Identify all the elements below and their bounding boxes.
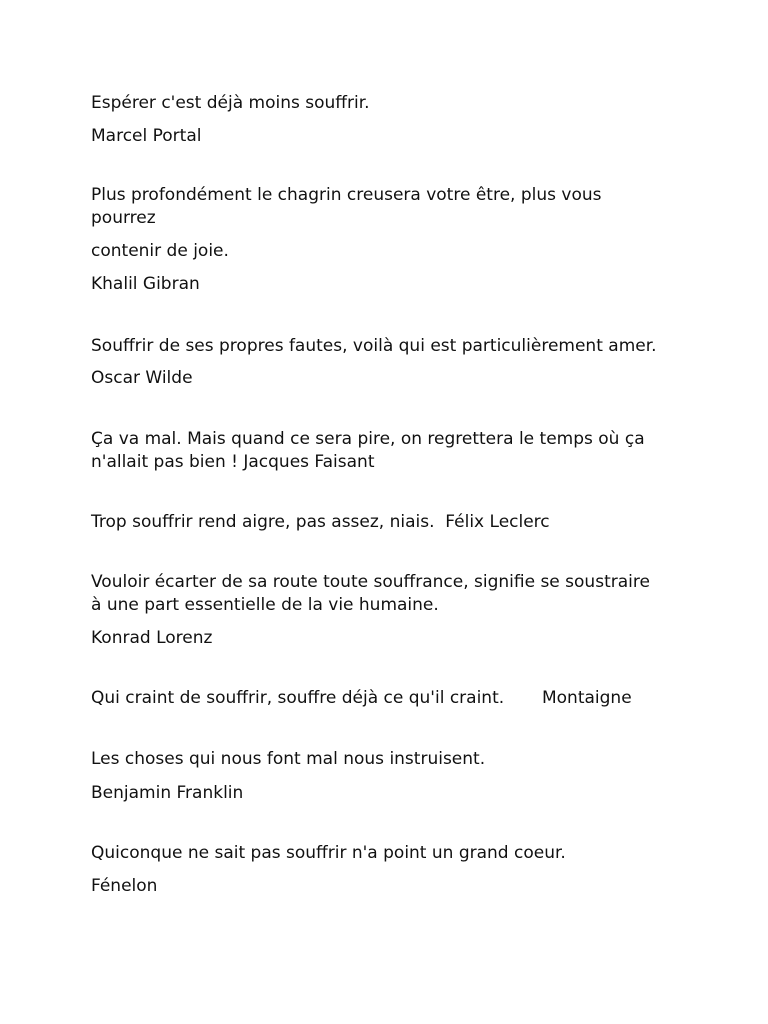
quote-text: Vouloir écarter de sa route toute souffrance, signifie se soustraire <box>91 572 650 592</box>
quote-author: Fénelon <box>91 876 158 896</box>
quote-text: pourrez <box>91 208 156 228</box>
quote-author: Benjamin Franklin <box>91 783 244 803</box>
quote-text: Plus profondément le chagrin creusera votre être, plus vous <box>91 185 602 205</box>
quote-text: Trop souffrir rend aigre, pas assez, niais. Félix Leclerc <box>91 512 550 532</box>
quote-text: à une part essentielle de la vie humaine. <box>91 595 439 615</box>
quote-text: Qui craint de souffrir, souffre déjà ce qu'il craint. Montaigne <box>91 688 632 708</box>
quote-text: Les choses qui nous font mal nous instruisent. <box>91 749 486 769</box>
quote-text: n'allait pas bien ! Jacques Faisant <box>91 452 375 472</box>
quote-text: Quiconque ne sait pas souffrir n'a point un grand coeur. <box>91 843 566 863</box>
quote-text: contenir de joie. <box>91 241 229 261</box>
quote-author: Marcel Portal <box>91 126 202 146</box>
quote-author: Konrad Lorenz <box>91 628 213 648</box>
quote-text: Espérer c'est déjà moins souffrir. <box>91 93 370 113</box>
quote-text: Ça va mal. Mais quand ce sera pire, on regrettera le temps où ça <box>91 429 645 449</box>
quote-author: Oscar Wilde <box>91 368 193 388</box>
quote-text: Souffrir de ses propres fautes, voilà qui est particulièrement amer. <box>91 336 657 356</box>
quote-author: Khalil Gibran <box>91 274 200 294</box>
